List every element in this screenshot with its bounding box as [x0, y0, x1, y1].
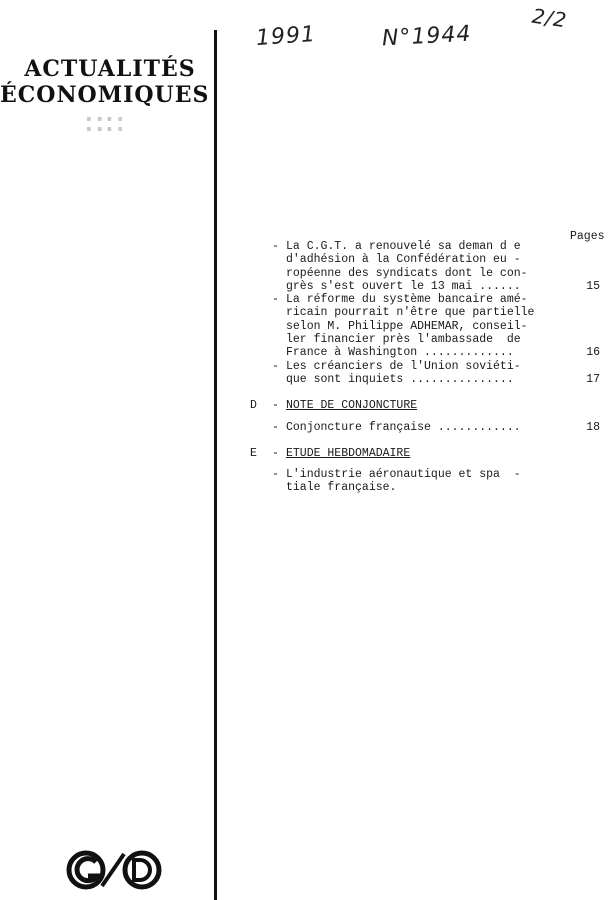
handwritten-number: N°1944 [381, 21, 473, 52]
vertical-rule [214, 30, 217, 900]
gd-logo [66, 850, 162, 890]
masthead [0, 56, 210, 108]
masthead-line-1: ACTUALITÉS [24, 56, 196, 82]
section-letter: E [250, 446, 257, 460]
toc-entry: - La réforme du système bancaire amé- ricain pourrait n'être que partielle selon M. Philippe ADHEMAR, conseil- ler financier près l'ambassade de France à Washington ............. 16 [272, 293, 600, 360]
toc-entry: - La C.G.T. a renouvelé sa deman d e d'adhésion à la Confédération eu - ropéenne des syndicats dont le con- grès s'est ouvert le 13 mai ...... 15 [272, 240, 600, 293]
toc-entry: - Les créanciers de l'Union soviéti- que sont inquiets ............... 17 [272, 359, 600, 386]
section-title: NOTE DE CONJONCTURE [286, 399, 418, 413]
toc-entry-text: La réforme du système bancaire amé- ricain pourrait n'être que partielle selon M. Philippe ADHEMAR, conseil- ler financier près l'ambassade de France à Washington ............. [286, 293, 535, 360]
toc-entry-page: 18 [586, 420, 600, 434]
table-of-contents [250, 240, 600, 495]
left-column [0, 0, 214, 900]
toc-entry-text: Les créanciers de l'Union soviéti- que sont inquiets ............... [286, 359, 521, 386]
toc-entry-page: 16 [586, 346, 600, 360]
toc-entry-text: Conjoncture française ............ [286, 420, 521, 434]
gd-logo-icon [66, 850, 162, 890]
masthead-line-2: ÉCONOMIQUES [0, 82, 210, 108]
faded-print-mark: ∷∷ [86, 110, 128, 140]
section-title: ETUDE HEBDOMADAIRE [286, 446, 411, 460]
toc-entry-page: 15 [586, 279, 600, 293]
toc-entry-page: 17 [586, 372, 600, 386]
toc-section-heading: E - ETUDE HEBDOMADAIRE [250, 446, 411, 460]
section-letter: D [250, 399, 257, 413]
toc-entry-text: La C.G.T. a renouvelé sa deman d e d'adhésion à la Confédération eu - ropéenne des syndicats dont le con- grès s'est ouvert le 13 mai ...... [286, 240, 528, 293]
handwritten-year: 1991 [255, 21, 317, 52]
toc-entry-text: L'industrie aéronautique et spa - tiale française. [286, 468, 521, 495]
handwritten-page: 2/2 [530, 3, 569, 33]
pages-header: Pages [570, 230, 605, 243]
toc-section-heading: D - NOTE DE CONJONCTURE [250, 399, 418, 413]
toc-entry: - Conjoncture française ............ 18 [272, 420, 600, 434]
toc-entry: - L'industrie aéronautique et spa - tiale française. [250, 468, 600, 495]
